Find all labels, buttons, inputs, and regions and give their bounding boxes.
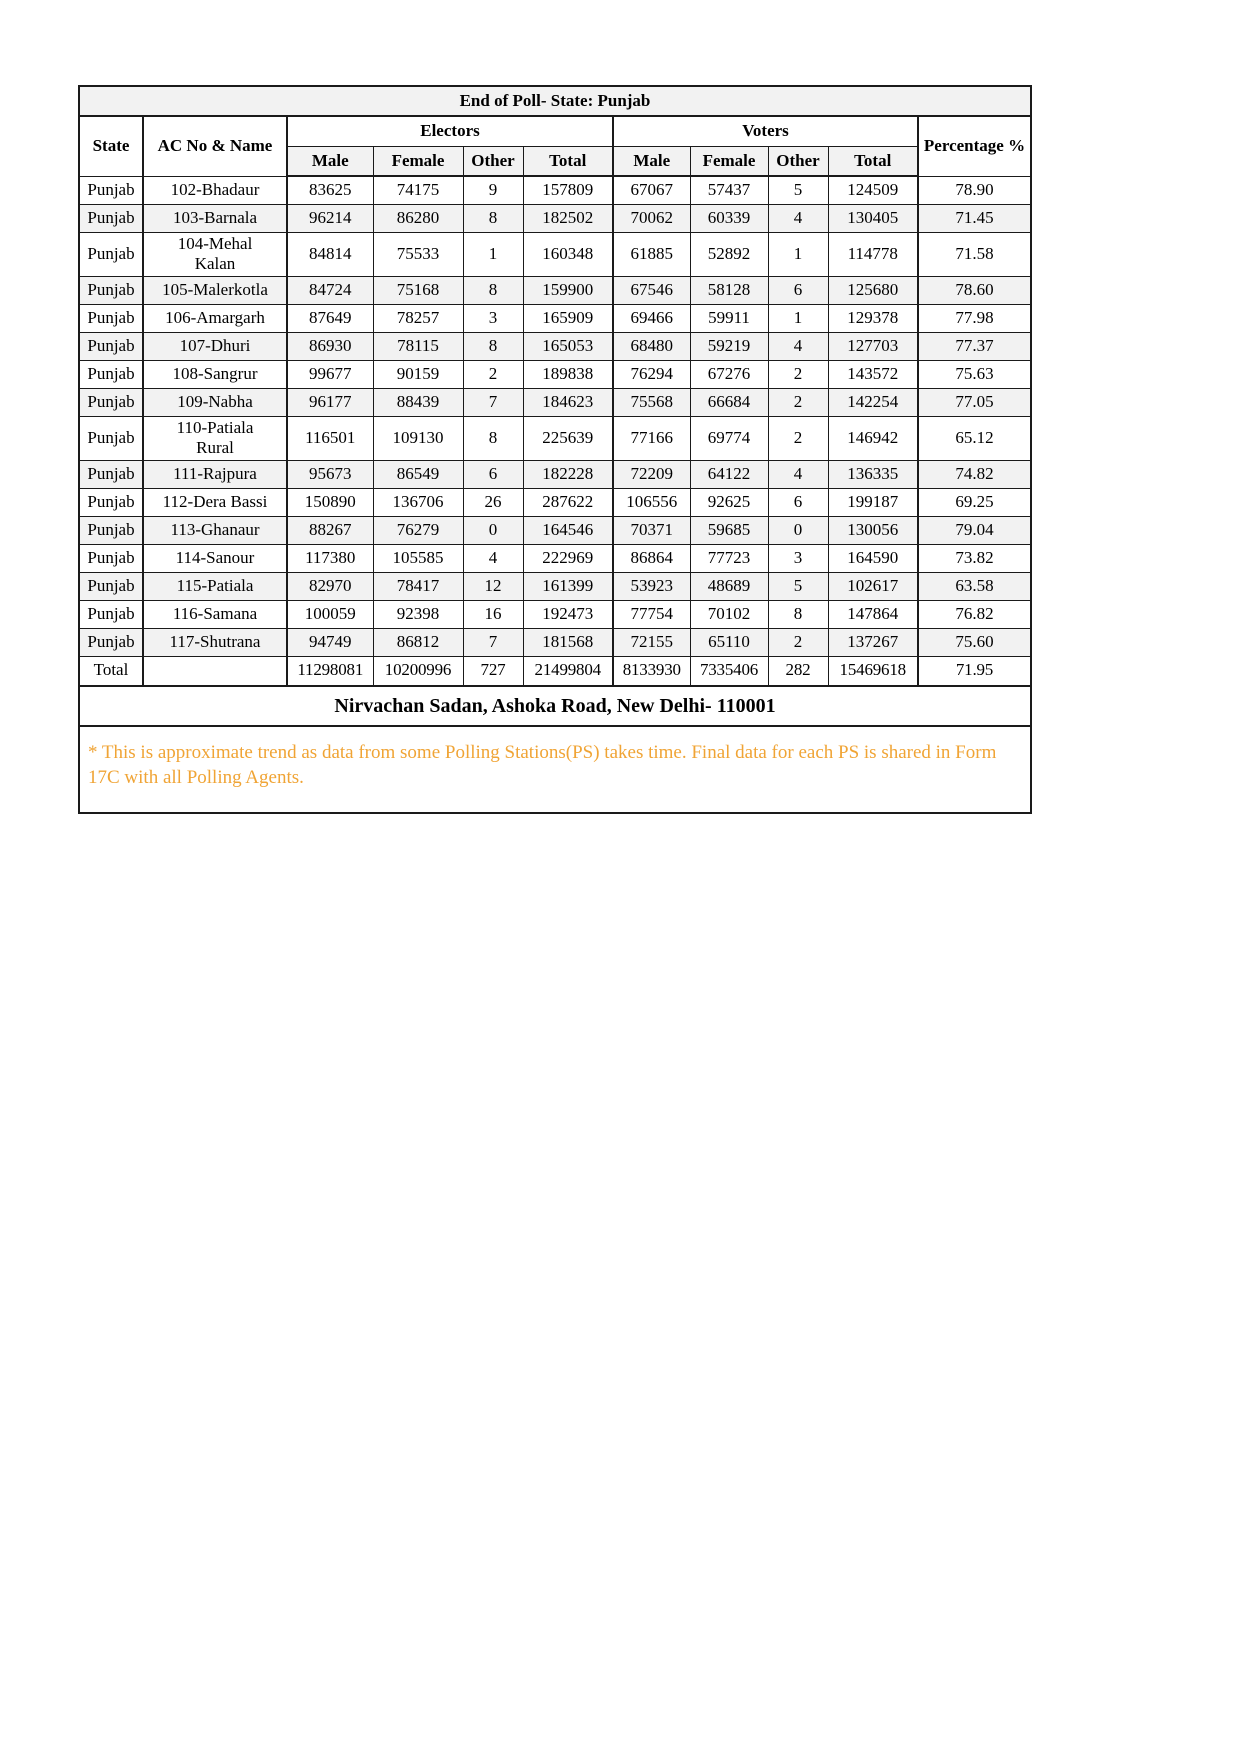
value-cell: 147864 <box>828 600 918 628</box>
value-cell: 130405 <box>828 205 918 233</box>
value-cell: 68480 <box>613 332 690 360</box>
header-electors-group: Electors <box>287 116 613 147</box>
value-cell: 82970 <box>287 572 373 600</box>
table-row <box>79 304 1031 332</box>
header-electors-other: Other <box>463 147 523 177</box>
state-cell: Punjab <box>79 388 143 416</box>
value-cell: 2 <box>463 360 523 388</box>
table-row <box>79 388 1031 416</box>
value-cell: 157809 <box>523 176 613 205</box>
value-cell: 142254 <box>828 388 918 416</box>
table-title-row <box>79 86 1031 116</box>
table-row <box>79 205 1031 233</box>
value-cell: 102617 <box>828 572 918 600</box>
table-row <box>79 572 1031 600</box>
table-body <box>79 176 1031 686</box>
value-cell: 78257 <box>373 304 463 332</box>
header-state: State <box>79 116 143 176</box>
value-cell: 125680 <box>828 276 918 304</box>
value-cell: 58128 <box>690 276 768 304</box>
value-cell: 182502 <box>523 205 613 233</box>
value-cell: 67276 <box>690 360 768 388</box>
ac-name-cell: 110-Patiala Rural <box>143 416 287 460</box>
value-cell: 88439 <box>373 388 463 416</box>
value-cell: 74175 <box>373 176 463 205</box>
ac-name-cell: 109-Nabha <box>143 388 287 416</box>
value-cell: 10200996 <box>373 656 463 686</box>
value-cell: 72209 <box>613 460 690 488</box>
value-cell: 77.98 <box>918 304 1031 332</box>
ac-name-cell: 114-Sanour <box>143 544 287 572</box>
value-cell: 184623 <box>523 388 613 416</box>
value-cell: 77723 <box>690 544 768 572</box>
state-cell: Punjab <box>79 544 143 572</box>
value-cell: 95673 <box>287 460 373 488</box>
value-cell: 83625 <box>287 176 373 205</box>
value-cell: 60339 <box>690 205 768 233</box>
value-cell: 96214 <box>287 205 373 233</box>
value-cell: 59219 <box>690 332 768 360</box>
value-cell: 74.82 <box>918 460 1031 488</box>
value-cell: 2 <box>768 360 828 388</box>
value-cell: 69774 <box>690 416 768 460</box>
value-cell: 71.95 <box>918 656 1031 686</box>
value-cell: 109130 <box>373 416 463 460</box>
value-cell: 92398 <box>373 600 463 628</box>
value-cell: 84814 <box>287 233 373 277</box>
value-cell: 88267 <box>287 516 373 544</box>
value-cell: 70371 <box>613 516 690 544</box>
value-cell: 52892 <box>690 233 768 277</box>
value-cell: 65110 <box>690 628 768 656</box>
value-cell: 160348 <box>523 233 613 277</box>
value-cell: 8 <box>768 600 828 628</box>
value-cell: 130056 <box>828 516 918 544</box>
disclaimer-note: * This is approximate trend as data from some Polling Stations(PS) takes time. Final data for each PS is shared in Form 17C with all Polling Agents. <box>79 726 1031 813</box>
value-cell: 136335 <box>828 460 918 488</box>
value-cell: 26 <box>463 488 523 516</box>
ac-name-cell: 104-Mehal Kalan <box>143 233 287 277</box>
value-cell: 4 <box>768 332 828 360</box>
value-cell: 73.82 <box>918 544 1031 572</box>
value-cell: 8 <box>463 332 523 360</box>
value-cell: 78115 <box>373 332 463 360</box>
value-cell: 70062 <box>613 205 690 233</box>
value-cell: 11298081 <box>287 656 373 686</box>
value-cell: 65.12 <box>918 416 1031 460</box>
value-cell: 182228 <box>523 460 613 488</box>
value-cell: 2 <box>768 628 828 656</box>
value-cell: 69.25 <box>918 488 1031 516</box>
value-cell: 6 <box>768 276 828 304</box>
header-percentage: Percentage % <box>918 116 1031 176</box>
header-voters-female: Female <box>690 147 768 177</box>
state-cell: Punjab <box>79 332 143 360</box>
value-cell: 225639 <box>523 416 613 460</box>
ac-name-cell: 107-Dhuri <box>143 332 287 360</box>
state-cell: Punjab <box>79 205 143 233</box>
table-row <box>79 233 1031 277</box>
value-cell: 15469618 <box>828 656 918 686</box>
value-cell: 6 <box>768 488 828 516</box>
value-cell: 92625 <box>690 488 768 516</box>
value-cell: 127703 <box>828 332 918 360</box>
ac-name-cell: 113-Ghanaur <box>143 516 287 544</box>
value-cell: 0 <box>768 516 828 544</box>
value-cell: 137267 <box>828 628 918 656</box>
value-cell: 189838 <box>523 360 613 388</box>
value-cell: 64122 <box>690 460 768 488</box>
value-cell: 75168 <box>373 276 463 304</box>
value-cell: 70102 <box>690 600 768 628</box>
table-row <box>79 332 1031 360</box>
ac-name-cell: 103-Barnala <box>143 205 287 233</box>
ac-name-cell: 111-Rajpura <box>143 460 287 488</box>
value-cell: 48689 <box>690 572 768 600</box>
value-cell: 86280 <box>373 205 463 233</box>
state-cell: Punjab <box>79 460 143 488</box>
value-cell: 77754 <box>613 600 690 628</box>
value-cell: 7 <box>463 388 523 416</box>
header-electors-total: Total <box>523 147 613 177</box>
value-cell: 222969 <box>523 544 613 572</box>
table-row <box>79 276 1031 304</box>
ac-name-cell: 116-Samana <box>143 600 287 628</box>
value-cell: 3 <box>463 304 523 332</box>
value-cell: 75533 <box>373 233 463 277</box>
value-cell: 87649 <box>287 304 373 332</box>
table-row <box>79 460 1031 488</box>
value-cell: 143572 <box>828 360 918 388</box>
value-cell: 67067 <box>613 176 690 205</box>
value-cell: 192473 <box>523 600 613 628</box>
value-cell: 75.60 <box>918 628 1031 656</box>
value-cell: 8133930 <box>613 656 690 686</box>
ac-name-cell: 105-Malerkotla <box>143 276 287 304</box>
value-cell: 12 <box>463 572 523 600</box>
value-cell: 76279 <box>373 516 463 544</box>
value-cell: 78.90 <box>918 176 1031 205</box>
value-cell: 86930 <box>287 332 373 360</box>
total-row <box>79 656 1031 686</box>
value-cell: 5 <box>768 572 828 600</box>
value-cell: 21499804 <box>523 656 613 686</box>
value-cell: 2 <box>768 388 828 416</box>
note-row <box>79 726 1031 813</box>
value-cell: 8 <box>463 205 523 233</box>
value-cell: 84724 <box>287 276 373 304</box>
value-cell: 114778 <box>828 233 918 277</box>
value-cell: 8 <box>463 416 523 460</box>
table-row <box>79 628 1031 656</box>
value-cell: 727 <box>463 656 523 686</box>
value-cell: 59685 <box>690 516 768 544</box>
value-cell: 96177 <box>287 388 373 416</box>
value-cell: 0 <box>463 516 523 544</box>
table-row <box>79 488 1031 516</box>
value-cell: 78.60 <box>918 276 1031 304</box>
header-voters-total: Total <box>828 147 918 177</box>
value-cell: 4 <box>768 205 828 233</box>
value-cell: 124509 <box>828 176 918 205</box>
value-cell: 16 <box>463 600 523 628</box>
state-cell: Punjab <box>79 516 143 544</box>
state-cell: Punjab <box>79 628 143 656</box>
value-cell: 117380 <box>287 544 373 572</box>
value-cell: 161399 <box>523 572 613 600</box>
value-cell: 287622 <box>523 488 613 516</box>
value-cell: 78417 <box>373 572 463 600</box>
value-cell: 146942 <box>828 416 918 460</box>
value-cell: 66684 <box>690 388 768 416</box>
state-cell: Punjab <box>79 276 143 304</box>
value-cell: 9 <box>463 176 523 205</box>
value-cell: 165053 <box>523 332 613 360</box>
value-cell: 71.45 <box>918 205 1031 233</box>
value-cell: 136706 <box>373 488 463 516</box>
value-cell: 59911 <box>690 304 768 332</box>
value-cell: 61885 <box>613 233 690 277</box>
ac-name-cell <box>143 656 287 686</box>
value-cell: 106556 <box>613 488 690 516</box>
header-voters-other: Other <box>768 147 828 177</box>
value-cell: 69466 <box>613 304 690 332</box>
value-cell: 2 <box>768 416 828 460</box>
table-row <box>79 360 1031 388</box>
state-cell: Punjab <box>79 233 143 277</box>
table-row <box>79 416 1031 460</box>
header-voters-group: Voters <box>613 116 918 147</box>
value-cell: 75568 <box>613 388 690 416</box>
ac-name-cell: 117-Shutrana <box>143 628 287 656</box>
value-cell: 77166 <box>613 416 690 460</box>
state-cell: Punjab <box>79 176 143 205</box>
header-row-groups <box>79 116 1031 147</box>
value-cell: 77.37 <box>918 332 1031 360</box>
ac-name-cell: 115-Patiala <box>143 572 287 600</box>
ac-name-cell: 112-Dera Bassi <box>143 488 287 516</box>
value-cell: 1 <box>768 233 828 277</box>
state-cell: Punjab <box>79 572 143 600</box>
value-cell: 8 <box>463 276 523 304</box>
table-row <box>79 600 1031 628</box>
value-cell: 86864 <box>613 544 690 572</box>
value-cell: 164546 <box>523 516 613 544</box>
poll-turnout-table <box>78 85 1032 814</box>
state-cell: Punjab <box>79 600 143 628</box>
table-row <box>79 516 1031 544</box>
value-cell: 77.05 <box>918 388 1031 416</box>
value-cell: 86812 <box>373 628 463 656</box>
header-voters-male: Male <box>613 147 690 177</box>
value-cell: 129378 <box>828 304 918 332</box>
table-row <box>79 176 1031 205</box>
value-cell: 4 <box>463 544 523 572</box>
value-cell: 5 <box>768 176 828 205</box>
value-cell: 76.82 <box>918 600 1031 628</box>
value-cell: 282 <box>768 656 828 686</box>
value-cell: 199187 <box>828 488 918 516</box>
ac-name-cell: 106-Amargarh <box>143 304 287 332</box>
footer-row <box>79 686 1031 726</box>
value-cell: 71.58 <box>918 233 1031 277</box>
ac-name-cell: 102-Bhadaur <box>143 176 287 205</box>
table-title: End of Poll- State: Punjab <box>79 86 1031 116</box>
ac-name-cell: 108-Sangrur <box>143 360 287 388</box>
value-cell: 6 <box>463 460 523 488</box>
value-cell: 75.63 <box>918 360 1031 388</box>
value-cell: 100059 <box>287 600 373 628</box>
table-row <box>79 544 1031 572</box>
value-cell: 76294 <box>613 360 690 388</box>
state-cell: Punjab <box>79 416 143 460</box>
value-cell: 3 <box>768 544 828 572</box>
value-cell: 150890 <box>287 488 373 516</box>
value-cell: 86549 <box>373 460 463 488</box>
value-cell: 72155 <box>613 628 690 656</box>
state-cell: Punjab <box>79 304 143 332</box>
value-cell: 181568 <box>523 628 613 656</box>
value-cell: 79.04 <box>918 516 1031 544</box>
value-cell: 67546 <box>613 276 690 304</box>
state-cell: Punjab <box>79 360 143 388</box>
value-cell: 1 <box>463 233 523 277</box>
value-cell: 7 <box>463 628 523 656</box>
value-cell: 164590 <box>828 544 918 572</box>
value-cell: 63.58 <box>918 572 1031 600</box>
value-cell: 57437 <box>690 176 768 205</box>
value-cell: 53923 <box>613 572 690 600</box>
header-ac-name: AC No & Name <box>143 116 287 176</box>
value-cell: 4 <box>768 460 828 488</box>
value-cell: 90159 <box>373 360 463 388</box>
value-cell: 1 <box>768 304 828 332</box>
value-cell: 99677 <box>287 360 373 388</box>
value-cell: 7335406 <box>690 656 768 686</box>
value-cell: 165909 <box>523 304 613 332</box>
value-cell: 105585 <box>373 544 463 572</box>
header-electors-female: Female <box>373 147 463 177</box>
value-cell: 159900 <box>523 276 613 304</box>
value-cell: 94749 <box>287 628 373 656</box>
state-cell: Total <box>79 656 143 686</box>
value-cell: 116501 <box>287 416 373 460</box>
state-cell: Punjab <box>79 488 143 516</box>
header-electors-male: Male <box>287 147 373 177</box>
footer-address: Nirvachan Sadan, Ashoka Road, New Delhi- 110001 <box>79 686 1031 726</box>
